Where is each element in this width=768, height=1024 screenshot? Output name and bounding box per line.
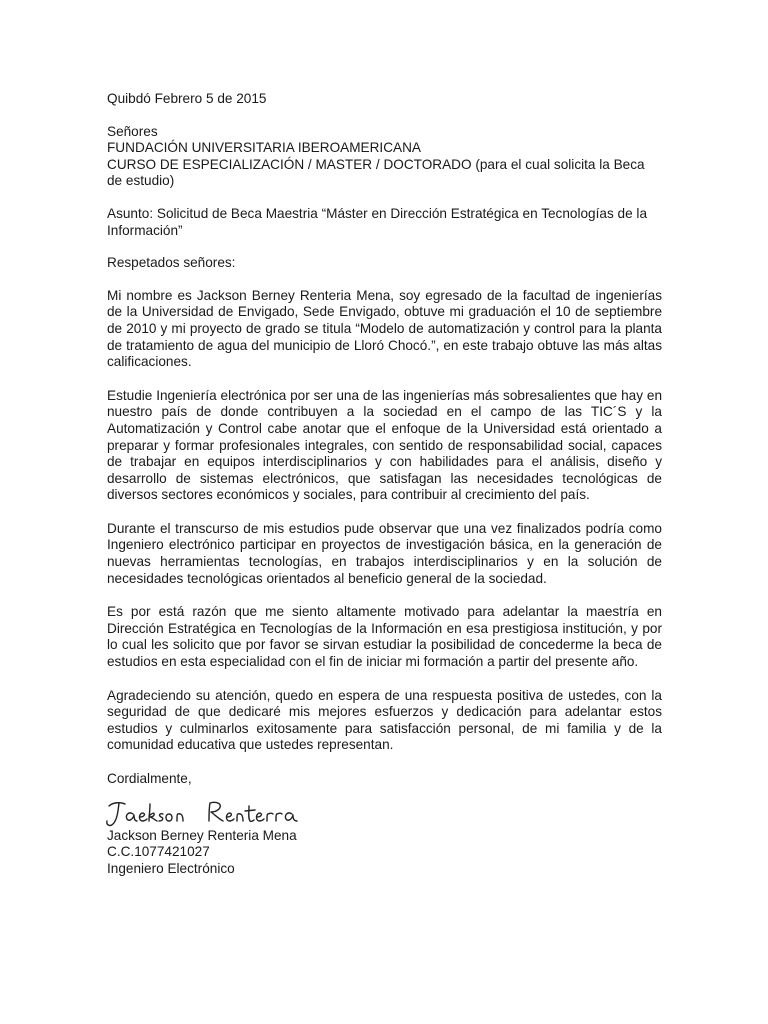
recipient-program: CURSO DE ESPECIALIZACIÓN / MASTER / DOCTORADO (para el cual solicita la Beca de estudio) <box>107 156 645 189</box>
signer-id: C.C.1077421027 <box>107 844 210 860</box>
signer-name: Jackson Berney Renteria Mena <box>107 827 297 843</box>
body-paragraph: Mi nombre es Jackson Berney Renteria Mena, soy egresado de la facultad de ingenierías de la Universidad de Envigado, Sede Envigado, obtuve mi graduación el 10 de septiembre de 2010 y mi proyecto de grado se titula “Modelo de automatización y control para la planta de tratamiento de agua del municipio de Lloró Chocó.”, en este trabajo obtuve las más altas calificaciones. <box>107 287 662 370</box>
signer-title: Ingeniero Electrónico <box>107 860 235 876</box>
body-paragraph: Es por está razón que me siento altamente motivado para adelantar la maestría en Dirección Estratégica en Tecnologías de la Información en esa prestigiosa institución, y por lo cual les solicito que por favor se sirvan estudiar la posibilidad de concederme la beca de estudios en esta especialidad con el fin de iniciar mi formación a partir del presente año. <box>107 604 662 670</box>
letter-page <box>107 91 662 877</box>
letter-subject: Asunto: Solicitud de Beca Maestria “Máster en Dirección Estratégica en Tecnologías de la Información” <box>107 205 648 238</box>
recipient-institution: FUNDACIÓN UNIVERSITARIA IBEROAMERICANA <box>107 140 421 156</box>
letter-date: Quibdó Febrero 5 de 2015 <box>107 91 267 106</box>
handwritten-signature <box>99 792 309 830</box>
recipient-salutation: Señores <box>107 123 158 139</box>
body-paragraph: Durante el transcurso de mis estudios pude observar que una vez finalizados podría como Ingeniero electrónico participar en proyectos de investigación básica, en la generación de nuevas herramientas tecnologías, en trabajos interdisciplinarios y en la solución de necesidades tecnológicas orientados al beneficio general de la sociedad. <box>107 520 662 586</box>
body-paragraph: Agradeciendo su atención, quedo en espera de una respuesta positiva de ustedes, con la seguridad de que dedicaré mis mejores esfuerzos y dedicación para adelantar estos estudios y culminarlos exitosamente para satisfacción personal, de mi familia y de la comunidad educativa que ustedes representan. <box>107 687 662 753</box>
recipients-block <box>107 124 662 190</box>
body-paragraph: Estudie Ingeniería electrónica por ser una de las ingenierías más sobresalientes que hay en nuestro país de donde contribuyen a la sociedad en el campo de las TIC´S y la Automatización y Control cabe anotar que el enfoque de la Universidad está orientado a preparar y formar profesionales integrales, con sentido de responsabilidad social, capaces de trabajar en equipos interdisciplinarios y con habilidades para el análisis, diseño y desarrollo de sistemas electrónicos, que satisfagan las necesidades tecnológicas de diversos sectores económicos y sociales, para contribuir al crecimiento del país. <box>107 387 662 503</box>
signer-block <box>107 828 662 878</box>
letter-closing: Cordialmente, <box>107 771 192 786</box>
letter-greeting: Respetados señores: <box>107 255 236 271</box>
